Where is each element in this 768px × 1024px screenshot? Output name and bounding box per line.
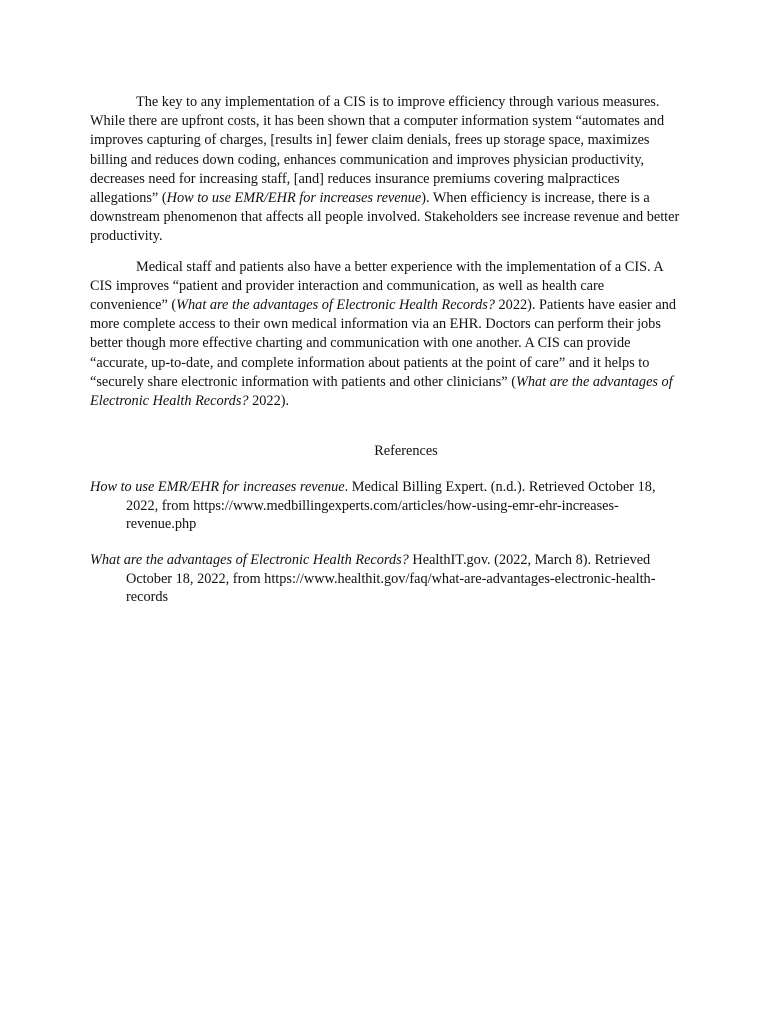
paragraph-text: 2022). Patients have easier and more complete access to their own medical information via an EHR. Doctors can perform their jobs better though more effective charting and communication with one another. A CIS can provide “accurate, up-to-date, and complete information about patients at the point of care” and it helps to “securely share electronic information with patients and other clinicians” (: [90, 297, 676, 390]
citation-title: What are the advantages of Electronic Health Records?: [90, 373, 673, 410]
reference-details: . Medical Billing Expert. (n.d.). Retrieved October 18, 2022, from https://www.medbillingexperts.com/articles/how-using-emr-ehr-increases-revenue.php: [126, 479, 656, 533]
document-page: [90, 93, 680, 625]
reference-title: What are the advantages of Electronic Health Records?: [90, 552, 409, 569]
paragraph-text: The key to any implementation of a CIS is to improve efficiency through various measures. While there are upfront costs, it has been shown that a computer information system “automates and improves capturing of charges, [results in] fewer claim denials, frees up storage space, maximizes billing and reduces down coding, enhances communication and improves physician productivity, decreases need for increasing staff, [and] reduces insurance premiums covering malpractices allegations” (: [90, 94, 665, 207]
body-paragraph-experience: [90, 258, 680, 412]
citation-title: What are the advantages of Electronic Health Records?: [176, 297, 495, 314]
paragraph-text: ). When efficiency is increase, there is a downstream phenomenon that affects all people involved. Stakeholders see increase revenue and better productivity.: [90, 190, 680, 245]
citation-title: How to use EMR/EHR for increases revenue: [166, 190, 422, 207]
references-heading: References: [374, 443, 438, 460]
reference-details: HealthIT.gov. (2022, March 8). Retrieved October 18, 2022, from https://www.healthit.gov/faq/what-are-advantages-electronic-health-records: [126, 552, 656, 606]
reference-title: How to use EMR/EHR for increases revenue: [90, 479, 345, 496]
paragraph-text: Medical staff and patients also have a better experience with the implementation of a CIS. A CIS improves “patient and provider interaction and communication, as well as health care convenience” (: [90, 258, 663, 314]
reference-entry: [90, 478, 680, 533]
body-paragraph-efficiency: [90, 93, 680, 247]
reference-entry: [90, 551, 680, 606]
paragraph-text: 2022).: [248, 393, 290, 410]
